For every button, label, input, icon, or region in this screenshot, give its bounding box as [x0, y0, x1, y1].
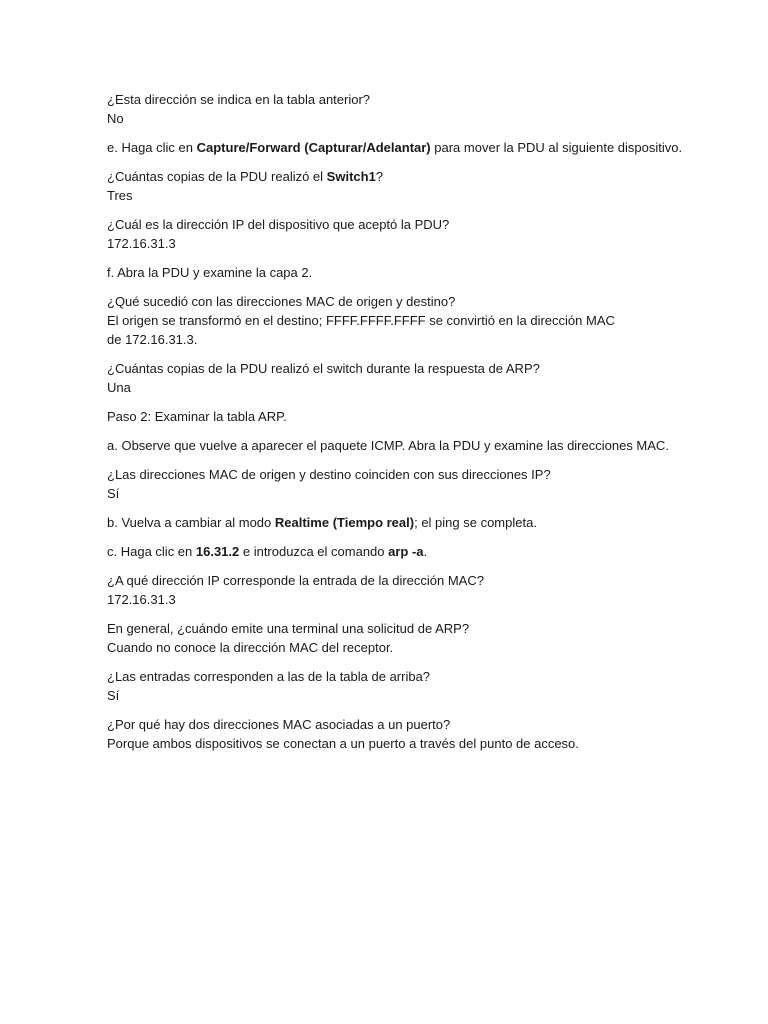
instruction-bold-ip: 16.31.2	[195, 544, 240, 559]
answer-text: El origen se transformó en el destino; FFFF.FFFF.FFFF se convirtió en la dirección MAC de 172.16.31.3.	[107, 313, 615, 347]
instruction-bold: Capture/Forward (Capturar/Adelantar)	[196, 140, 431, 155]
document-body	[107, 90, 707, 763]
qa-block-8	[107, 619, 707, 657]
instruction-bold: Realtime (Tiempo real)	[274, 515, 415, 530]
answer-text: Cuando no conoce la dirección MAC del receptor.	[107, 640, 394, 655]
instruction-post: ; el ping se completa.	[414, 515, 537, 530]
instruction-b	[107, 513, 707, 532]
qa-block-1	[107, 90, 707, 128]
instruction-f	[107, 263, 707, 282]
question-pre: ¿Cuántas copias de la PDU realizó el	[107, 169, 327, 184]
instruction-mid: e introduzca el comando	[239, 544, 389, 559]
qa-block-2	[107, 167, 707, 205]
instruction-text: f. Abra la PDU y examine la capa 2.	[107, 265, 313, 280]
answer-text: Una	[107, 380, 131, 395]
question-text: ¿Las direcciones MAC de origen y destino coinciden con sus direcciones IP?	[107, 467, 551, 482]
answer-text: Tres	[107, 188, 133, 203]
answer-text: 172.16.31.3	[107, 592, 176, 607]
question-text	[107, 167, 707, 186]
instruction-text: a. Observe que vuelve a aparecer el paquete ICMP. Abra la PDU y examine las direcciones MAC.	[107, 438, 669, 453]
answer-text: 172.16.31.3	[107, 236, 176, 251]
answer-text: Sí	[107, 688, 120, 703]
question-text: ¿Las entradas corresponden a las de la tabla de arriba?	[107, 669, 431, 684]
instruction-bold-command: arp -a	[388, 544, 424, 559]
question-text: ¿Cuál es la dirección IP del dispositivo que aceptó la PDU?	[107, 217, 450, 232]
answer-text: Porque ambos dispositivos se conectan a un puerto a través del punto de acceso.	[107, 736, 579, 751]
question-text: En general, ¿cuándo emite una terminal una solicitud de ARP?	[107, 621, 470, 636]
instruction-pre: e. Haga clic en	[107, 140, 197, 155]
instruction-text	[107, 138, 707, 157]
step-heading	[107, 407, 707, 426]
question-text: ¿Por qué hay dos direcciones MAC asociadas a un puerto?	[107, 717, 451, 732]
instruction-text	[107, 513, 707, 532]
instruction-post: para mover la PDU al siguiente dispositivo.	[430, 140, 683, 155]
question-bold: Switch1	[326, 169, 376, 184]
answer-text: No	[107, 111, 124, 126]
answer-text: Sí	[107, 486, 120, 501]
question-post: ?	[375, 169, 384, 184]
qa-block-9	[107, 667, 707, 705]
instruction-e	[107, 138, 707, 157]
question-text: ¿Cuántas copias de la PDU realizó el switch durante la respuesta de ARP?	[107, 361, 540, 376]
instruction-post: .	[423, 544, 428, 559]
qa-block-10	[107, 715, 707, 753]
instruction-a	[107, 436, 707, 455]
qa-block-7	[107, 571, 707, 609]
instruction-pre: b. Vuelva a cambiar al modo	[107, 515, 275, 530]
instruction-pre: c. Haga clic en	[107, 544, 196, 559]
question-text: ¿Esta dirección se indica en la tabla anterior?	[107, 92, 371, 107]
step-text: Paso 2: Examinar la tabla ARP.	[107, 409, 287, 424]
qa-block-6	[107, 465, 707, 503]
question-text: ¿A qué dirección IP corresponde la entrada de la dirección MAC?	[107, 573, 484, 588]
instruction-text	[107, 542, 707, 561]
question-text: ¿Qué sucedió con las direcciones MAC de origen y destino?	[107, 294, 456, 309]
qa-block-3	[107, 215, 707, 253]
qa-block-5	[107, 359, 707, 397]
instruction-c	[107, 542, 707, 561]
qa-block-4	[107, 292, 707, 349]
